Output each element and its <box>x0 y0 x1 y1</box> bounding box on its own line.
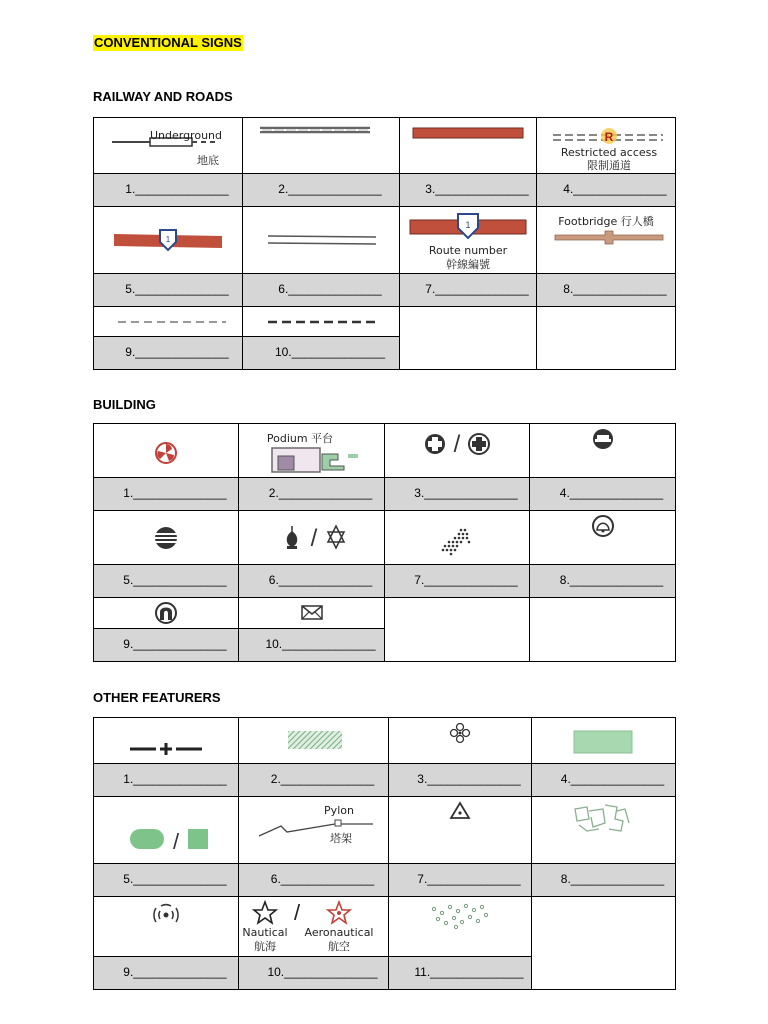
other-cell-1 <box>94 718 239 764</box>
aeronautical-caption-zh: 航空 <box>327 939 350 953</box>
building-answer-9[interactable]: 9.______________ <box>94 629 239 662</box>
building-cell-8 <box>530 511 676 565</box>
other-features-table <box>93 717 676 990</box>
pylon-caption-zh: 塔架 <box>329 832 352 845</box>
building-empty-cell <box>530 598 676 662</box>
aeronautical-caption: Aeronautical <box>303 925 374 939</box>
railway-answer-4[interactable]: 4.______________ <box>537 174 676 207</box>
other-answer-8[interactable]: 8.______________ <box>532 864 676 897</box>
railway-answer-1[interactable]: 1.______________ <box>94 174 243 207</box>
restricted-caption: Restricted access <box>560 145 658 159</box>
restricted-letter: R <box>604 129 614 144</box>
envelope-post-office-icon <box>287 598 337 628</box>
other-cell-10 <box>239 897 389 957</box>
railway-answer-6[interactable]: 6.______________ <box>243 274 400 307</box>
railway-cell-10 <box>243 307 400 337</box>
railway-answer-7[interactable]: 7.______________ <box>400 274 537 307</box>
podium-caption: Podium 平台 <box>266 431 333 445</box>
railway-dashed-icon <box>246 118 396 142</box>
scribble-area-icon <box>559 797 649 841</box>
railway-answer-8[interactable]: 8.______________ <box>537 274 676 307</box>
building-cell-1 <box>94 424 239 478</box>
star-beacon-icon <box>241 898 387 956</box>
other-cell-11 <box>389 897 532 957</box>
underground-caption: Underground <box>149 128 222 142</box>
building-cell-5 <box>94 511 239 565</box>
railway-cell-9 <box>94 307 243 337</box>
green-shapes-icon <box>106 817 226 863</box>
railway-cell-4 <box>537 118 676 174</box>
boundary-cross-icon <box>116 733 216 763</box>
nautical-caption-zh: 航海 <box>253 939 276 953</box>
page-title: CONVENTIONAL SIGNS <box>94 35 242 50</box>
route-number-icon <box>402 208 534 272</box>
building-answer-1[interactable]: 1.______________ <box>94 478 239 511</box>
route-caption-zh: 幹線編號 <box>446 258 490 271</box>
bold-dashed-path-icon <box>246 310 396 334</box>
other-answer-5[interactable]: 5.______________ <box>94 864 239 897</box>
building-cell-2 <box>239 424 385 478</box>
restricted-caption-zh: 限制通道 <box>587 158 631 172</box>
arch-circle-icon <box>146 598 186 628</box>
other-answer-11[interactable]: 11.______________ <box>389 957 532 990</box>
footbridge-icon <box>539 207 673 253</box>
building-answer-6[interactable]: 6.______________ <box>239 565 385 598</box>
footbridge-caption: Footbridge 行人橋 <box>558 215 654 228</box>
railway-cell-1 <box>94 118 243 174</box>
svg-text:/: / <box>453 431 461 458</box>
other-answer-9[interactable]: 9.______________ <box>94 957 239 990</box>
building-answer-4[interactable]: 4.______________ <box>530 478 676 511</box>
other-answer-10[interactable]: 10.______________ <box>239 957 389 990</box>
other-cell-6 <box>239 797 389 864</box>
building-cell-4 <box>530 424 676 478</box>
svg-text:1: 1 <box>465 220 471 230</box>
podium-icon <box>252 426 372 476</box>
railway-table <box>93 117 676 370</box>
railway-cell-3 <box>400 118 537 174</box>
stripe-circle-icon <box>146 518 186 558</box>
underground-caption-zh: 地底 <box>197 153 219 167</box>
route-shield-road-icon <box>98 220 238 260</box>
building-cell-6 <box>239 511 385 565</box>
other-cell-7 <box>389 797 532 864</box>
other-section-title: OTHER FEATURERS <box>93 690 221 705</box>
building-cell-10 <box>239 598 385 629</box>
building-answer-2[interactable]: 2.______________ <box>239 478 385 511</box>
building-section-title: BUILDING <box>93 397 156 412</box>
svg-text:/: / <box>293 899 300 925</box>
other-answer-2[interactable]: 2.______________ <box>239 764 389 797</box>
other-answer-1[interactable]: 1.______________ <box>94 764 239 797</box>
building-empty-cell <box>385 598 530 662</box>
railway-section-title: RAILWAY AND ROADS <box>93 89 233 104</box>
railway-answer-9[interactable]: 9.______________ <box>94 337 243 370</box>
nautical-caption: Nautical <box>241 925 288 939</box>
pylon-line-icon <box>249 800 379 860</box>
railway-answer-10[interactable]: 10.______________ <box>243 337 400 370</box>
thin-dashed-path-icon <box>98 310 238 334</box>
dotted-area-icon <box>407 518 507 558</box>
other-cell-5 <box>94 797 239 864</box>
other-empty-cell <box>532 897 676 990</box>
railway-answer-3[interactable]: 3.______________ <box>400 174 537 207</box>
underground-railway-icon <box>98 120 238 172</box>
bell-temple-icon <box>583 511 623 541</box>
railway-cell-8 <box>537 207 676 274</box>
pylon-caption: Pylon <box>323 804 354 817</box>
hospital-cross-icon <box>407 424 507 464</box>
scattered-dots-icon <box>410 897 510 937</box>
building-answer-10[interactable]: 10.______________ <box>239 629 385 662</box>
building-table <box>93 423 676 662</box>
other-answer-7[interactable]: 7.______________ <box>389 864 532 897</box>
other-cell-9 <box>94 897 239 957</box>
building-answer-3[interactable]: 3.______________ <box>385 478 530 511</box>
building-cell-9 <box>94 598 239 629</box>
svg-text:1: 1 <box>165 235 171 244</box>
green-block-icon <box>564 721 644 761</box>
other-answer-6[interactable]: 6.______________ <box>239 864 389 897</box>
double-line-road-icon <box>246 225 396 255</box>
svg-text:/: / <box>310 524 317 552</box>
building-cell-3 <box>385 424 530 478</box>
railway-cell-5 <box>94 207 243 274</box>
route-caption: Route number <box>428 244 508 257</box>
church-star-icon <box>262 518 362 558</box>
fan-ventilation-icon <box>146 431 186 471</box>
building-answer-5[interactable]: 5.______________ <box>94 565 239 598</box>
other-answer-4[interactable]: 4.______________ <box>532 764 676 797</box>
railway-empty-cell <box>537 307 676 370</box>
svg-text:/: / <box>172 829 180 854</box>
restricted-access-icon <box>539 120 673 172</box>
vehicle-icon <box>583 424 623 454</box>
flower-cluster-icon <box>435 718 485 752</box>
other-cell-3 <box>389 718 532 764</box>
main-road-icon <box>403 118 533 144</box>
other-answer-3[interactable]: 3.______________ <box>389 764 532 797</box>
building-answer-7[interactable]: 7.______________ <box>385 565 530 598</box>
railway-answer-2[interactable]: 2.______________ <box>243 174 400 207</box>
triangle-trig-point-icon <box>435 797 485 827</box>
other-cell-2 <box>239 718 389 764</box>
signal-wave-icon <box>141 897 191 931</box>
building-cell-7 <box>385 511 530 565</box>
railway-cell-7 <box>400 207 537 274</box>
railway-answer-5[interactable]: 5.______________ <box>94 274 243 307</box>
hatched-area-icon <box>264 721 364 761</box>
railway-empty-cell <box>400 307 537 370</box>
building-answer-8[interactable]: 8.______________ <box>530 565 676 598</box>
other-cell-4 <box>532 718 676 764</box>
railway-cell-2 <box>243 118 400 174</box>
railway-cell-6 <box>243 207 400 274</box>
other-cell-8 <box>532 797 676 864</box>
